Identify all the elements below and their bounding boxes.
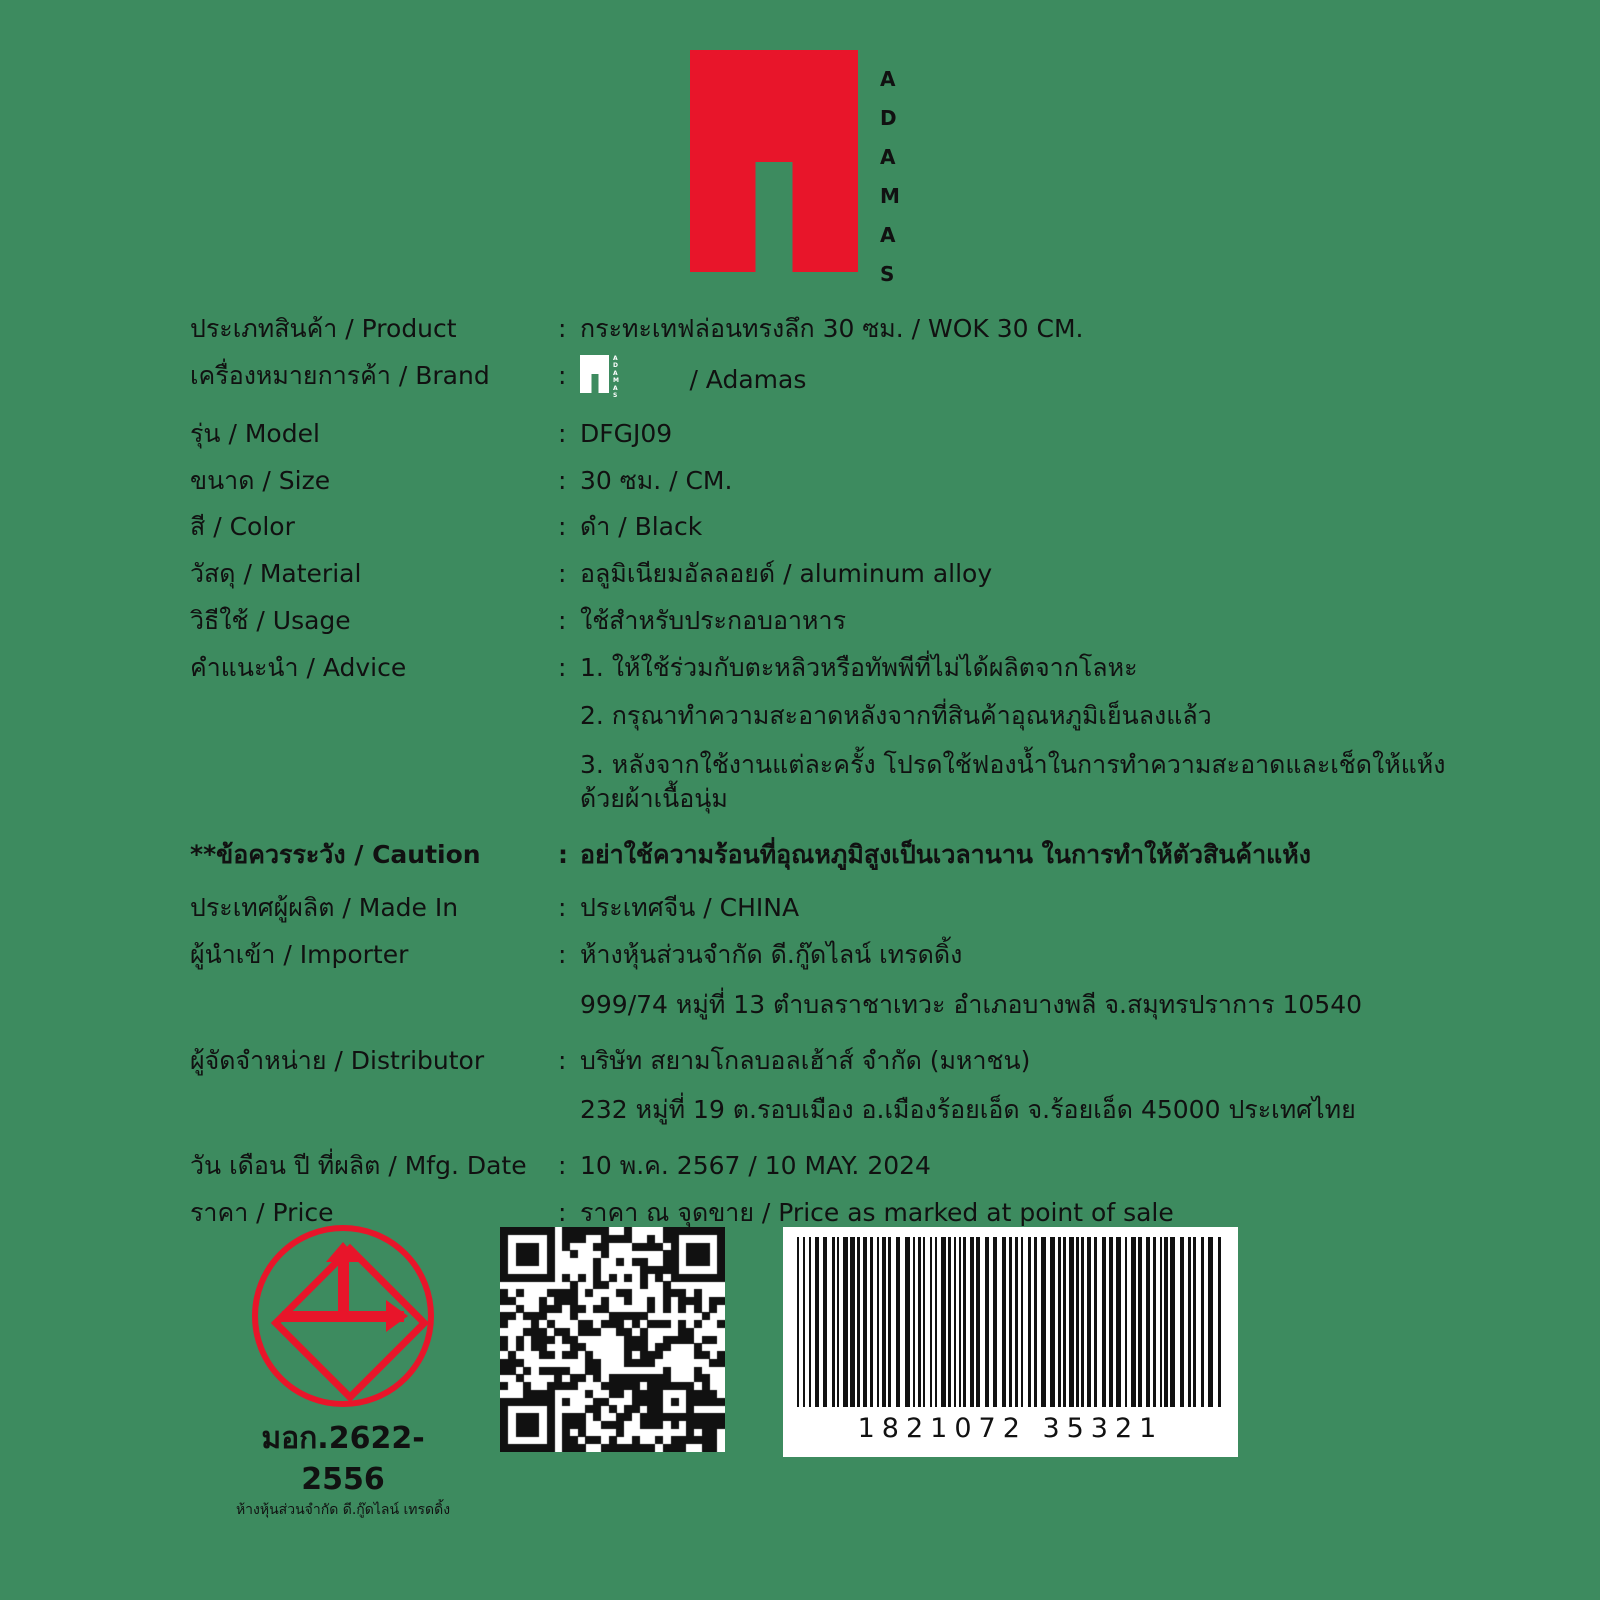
spec-value: 10 พ.ค. 2567 / 10 MAY. 2024 bbox=[580, 1151, 931, 1180]
spec-colon: : bbox=[558, 418, 567, 448]
specification-list bbox=[190, 312, 1490, 1243]
mini-logo-letter: A bbox=[613, 384, 619, 392]
spec-colon: : bbox=[558, 940, 567, 969]
tis-mark bbox=[228, 1225, 458, 1521]
adamas-logo-mark bbox=[690, 50, 858, 272]
tis-right-arrow-shape bbox=[282, 1311, 404, 1322]
caution-label: **ข้อควรระวัง / Caution bbox=[190, 839, 481, 869]
spec-value: อลูมิเนียมอัลลอยด์ / aluminum alloy bbox=[580, 559, 993, 588]
logo-letter: A bbox=[880, 145, 897, 169]
spec-value: ประเทศจีน / CHINA bbox=[580, 893, 800, 923]
spec-colon: : bbox=[558, 465, 567, 495]
adamas-logo-wordmark bbox=[880, 60, 901, 294]
spec-colon: : bbox=[558, 652, 567, 682]
spec-row-material bbox=[190, 557, 1490, 591]
brand-text: / Adamas bbox=[689, 365, 807, 395]
spec-colon: : bbox=[558, 1197, 567, 1227]
spec-colon: : bbox=[558, 1151, 567, 1180]
spec-value-distributor bbox=[580, 1044, 1356, 1128]
spec-row-product bbox=[190, 312, 1490, 346]
tis-company-name: ห้างหุ้นส่วนจำกัด ดี.กู๊ดไลน์ เทรดดิ้ง bbox=[235, 1502, 451, 1518]
mini-logo-letter: A bbox=[613, 354, 619, 362]
caution-value: อย่าใช้ความร้อนที่อุณหภูมิสูงเป็นเวลานาน ในการทำให้ตัวสินค้าแห้ง bbox=[580, 839, 1311, 869]
mini-logo-letter: S bbox=[613, 392, 618, 400]
spec-row-model bbox=[190, 417, 1490, 451]
spec-row-caution bbox=[190, 838, 1490, 872]
spec-colon: : bbox=[558, 512, 567, 542]
spec-colon: : bbox=[558, 893, 567, 923]
logo-letter: D bbox=[880, 106, 898, 130]
barcode-number: 1821072 35321 bbox=[857, 1413, 1164, 1444]
spec-value-advice bbox=[580, 651, 1490, 816]
spec-label: วิธีใช้ / Usage bbox=[190, 605, 351, 635]
spec-label: ขนาด / Size bbox=[190, 465, 331, 495]
adamas-mini-logo-mark bbox=[580, 355, 609, 393]
spec-row-made-in bbox=[190, 891, 1490, 925]
spec-colon: : bbox=[558, 605, 567, 635]
spec-label: คำแนะนำ / Advice bbox=[190, 652, 407, 682]
spec-row-usage bbox=[190, 604, 1490, 638]
spec-value: ใช้สำหรับประกอบอาหาร bbox=[580, 605, 846, 635]
spec-label: เครื่องหมายการค้า / Brand bbox=[190, 360, 490, 390]
spec-row-size bbox=[190, 464, 1490, 498]
mini-logo-letter: M bbox=[613, 377, 620, 385]
certification-marks bbox=[0, 1225, 1600, 1555]
spec-value: กระทะเทฟล่อนทรงลึก 30 ซม. / WOK 30 CM. bbox=[580, 314, 1084, 343]
importer-address: 999/74 หมู่ที่ 13 ตำบลราชาเทวะ อำเภอบางพลี จ.สมุทรปราการ 10540 bbox=[580, 989, 1363, 1019]
barcode bbox=[783, 1227, 1238, 1457]
barcode-bars bbox=[797, 1237, 1224, 1407]
mini-logo-letter: A bbox=[613, 369, 619, 377]
spec-label: รุ่น / Model bbox=[190, 418, 320, 448]
spec-row-distributor bbox=[190, 1044, 1490, 1128]
spec-value-brand bbox=[580, 354, 807, 404]
tis-logo-icon bbox=[252, 1225, 434, 1407]
spec-value: ดำ / Black bbox=[580, 512, 703, 542]
spec-label: วัน เดือน ปี ที่ผลิต / Mfg. Date bbox=[190, 1151, 527, 1180]
spec-row-mfg-date bbox=[190, 1149, 1490, 1183]
importer-name: ห้างหุ้นส่วนจำกัด ดี.กู๊ดไลน์ เทรดดิ้ง bbox=[580, 940, 963, 969]
spec-value: DFGJ09 bbox=[580, 418, 673, 448]
spec-value: 30 ซม. / CM. bbox=[580, 465, 733, 495]
adamas-mini-logo bbox=[580, 355, 619, 400]
spec-row-brand bbox=[190, 354, 1490, 404]
spec-label: สี / Color bbox=[190, 512, 295, 542]
advice-item: 3. หลังจากใช้งานแต่ละครั้ง โปรดใช้ฟองน้ำในการทำความสะอาดและเช็ดให้แห้งด้วยผ้าเนื้อนุ่ม bbox=[580, 750, 1446, 813]
adamas-mini-wordmark bbox=[613, 355, 619, 400]
spec-value: ราคา ณ จุดขาย / Price as marked at point of sale bbox=[580, 1197, 1174, 1227]
spec-label: วัสดุ / Material bbox=[190, 559, 362, 588]
spec-label: ราคา / Price bbox=[190, 1197, 334, 1227]
distributor-name: บริษัท สยามโกลบอลเฮ้าส์ จำกัด (มหาชน) bbox=[580, 1045, 1031, 1075]
logo-letter: M bbox=[880, 184, 901, 208]
logo-letter: A bbox=[880, 67, 897, 91]
mini-logo-letter: D bbox=[613, 362, 619, 370]
spec-label: ผู้จัดจำหน่าย / Distributor bbox=[190, 1045, 485, 1075]
spec-colon: : bbox=[558, 360, 567, 390]
spec-row-color bbox=[190, 510, 1490, 544]
qr-code[interactable] bbox=[500, 1227, 725, 1452]
advice-item: 2. กรุณาทำความสะอาดหลังจากที่สินค้าอุณหภูมิเย็นลงแล้ว bbox=[580, 701, 1212, 731]
logo-letter: A bbox=[880, 223, 897, 247]
spec-label: ผู้นำเข้า / Importer bbox=[190, 940, 409, 969]
spec-colon: : bbox=[558, 1045, 567, 1075]
logo-letter: S bbox=[880, 262, 896, 286]
spec-row-advice bbox=[190, 651, 1490, 816]
spec-label: ประเทศผู้ผลิต / Made In bbox=[190, 893, 459, 923]
spec-label: ประเภทสินค้า / Product bbox=[190, 314, 457, 343]
spec-colon: : bbox=[558, 559, 567, 588]
advice-item: 1. ให้ใช้ร่วมกับตะหลิวหรือทัพพีที่ไม่ได้ผลิตจากโลหะ bbox=[580, 652, 1138, 682]
spec-colon: : bbox=[558, 839, 568, 869]
spec-value-importer bbox=[580, 938, 1362, 1022]
tis-standard-number: มอก.2622-2556 bbox=[261, 1421, 425, 1497]
distributor-address: 232 หมู่ที่ 19 ต.รอบเมือง อ.เมืองร้อยเอ็ด จ.ร้อยเอ็ด 45000 ประเทศไทย bbox=[580, 1095, 1356, 1125]
spec-row-importer bbox=[190, 938, 1490, 1022]
tis-up-arrow-shape bbox=[338, 1260, 349, 1316]
brand-logo bbox=[690, 50, 901, 294]
spec-colon: : bbox=[558, 314, 567, 343]
